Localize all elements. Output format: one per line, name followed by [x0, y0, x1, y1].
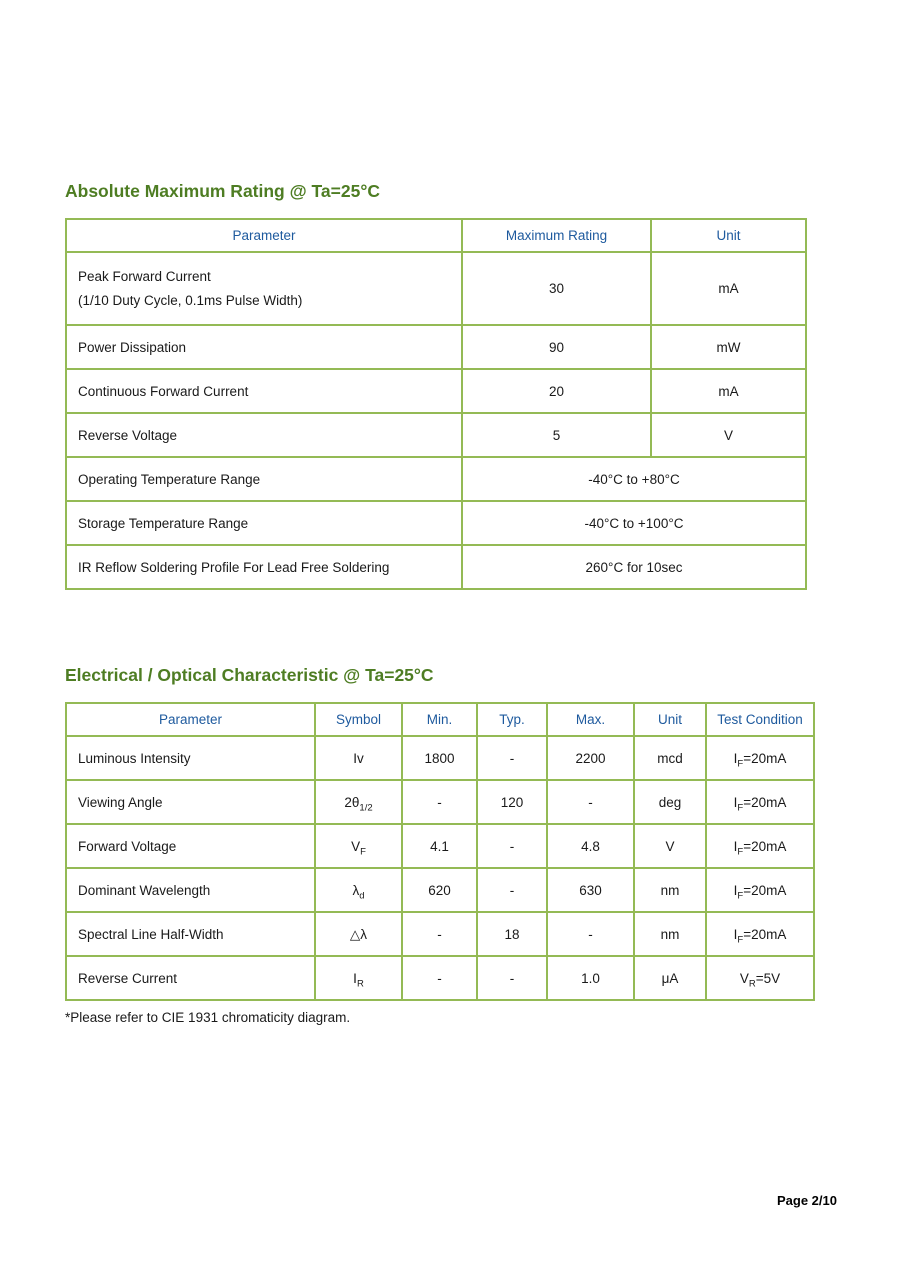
unit-cell: V — [634, 824, 706, 868]
test-condition-cell — [706, 824, 814, 868]
condition-base: I — [733, 838, 738, 854]
section-title-absolute-maximum-rating: Absolute Maximum Rating @ Ta=25°C — [65, 181, 380, 201]
unit-cell: mA — [651, 252, 806, 325]
symbol-cell — [315, 912, 402, 956]
parameter-cell: Power Dissipation — [66, 325, 462, 369]
parameter-cell: Dominant Wavelength — [66, 868, 315, 912]
column-header-max: Max. — [547, 703, 634, 736]
unit-cell: μA — [634, 956, 706, 1000]
rating-cell: 30 — [462, 252, 651, 325]
table-row — [66, 956, 814, 1000]
table-row — [66, 868, 814, 912]
symbol-cell — [315, 736, 402, 780]
condition-rest: =20mA — [743, 838, 787, 854]
typ-cell: 18 — [477, 912, 547, 956]
typ-cell: - — [477, 956, 547, 1000]
table-row — [66, 369, 806, 413]
parameter-cell: Reverse Voltage — [66, 413, 462, 457]
condition-rest: =20mA — [743, 882, 787, 898]
test-condition-cell — [706, 956, 814, 1000]
test-condition-cell — [706, 780, 814, 824]
unit-cell: nm — [634, 912, 706, 956]
symbol-cell — [315, 824, 402, 868]
condition-subscript: F — [737, 758, 744, 770]
column-header-symbol: Symbol — [315, 703, 402, 736]
typ-cell: - — [477, 824, 547, 868]
table-header-row — [66, 219, 806, 252]
column-header-test-condition: Test Condition — [706, 703, 814, 736]
column-header-min: Min. — [402, 703, 477, 736]
parameter-cell: Continuous Forward Current — [66, 369, 462, 413]
test-condition-cell — [706, 868, 814, 912]
condition-subscript: F — [737, 934, 744, 946]
absolute-maximum-rating-table — [65, 218, 807, 590]
symbol-base: I — [353, 970, 357, 986]
merged-value-cell: -40°C to +80°C — [462, 457, 806, 501]
min-cell: - — [402, 912, 477, 956]
min-cell: 1800 — [402, 736, 477, 780]
table-header-row — [66, 703, 814, 736]
merged-value-cell: 260°C for 10sec — [462, 545, 806, 589]
page-number: Page 2/10 — [777, 1193, 837, 1208]
symbol-subscript: F — [360, 846, 366, 858]
section-title-electrical-optical-characteristic: Electrical / Optical Characteristic @ Ta=25°C — [65, 665, 434, 685]
symbol-subscript: R — [356, 978, 364, 990]
column-header-parameter: Parameter — [66, 219, 462, 252]
condition-base: I — [733, 794, 738, 810]
test-condition-cell — [706, 912, 814, 956]
min-cell: 620 — [402, 868, 477, 912]
parameter-cell: Reverse Current — [66, 956, 315, 1000]
condition-rest: =20mA — [743, 794, 787, 810]
symbol-subscript: 1/2 — [359, 802, 373, 814]
symbol-cell — [315, 868, 402, 912]
rating-cell: 90 — [462, 325, 651, 369]
condition-base: I — [733, 882, 738, 898]
condition-subscript: F — [737, 890, 744, 902]
electrical-optical-characteristic-table — [65, 702, 815, 1001]
max-cell: - — [547, 780, 634, 824]
page-content — [65, 181, 803, 1025]
condition-base: V — [739, 970, 749, 986]
parameter-cell: IR Reflow Soldering Profile For Lead Free Soldering — [66, 545, 462, 589]
max-cell: 630 — [547, 868, 634, 912]
table-row — [66, 824, 814, 868]
column-header-typ: Typ. — [477, 703, 547, 736]
symbol-subscript: d — [359, 890, 365, 902]
unit-cell: nm — [634, 868, 706, 912]
typ-cell: 120 — [477, 780, 547, 824]
parameter-line: Peak Forward Current — [78, 268, 211, 284]
min-cell: 4.1 — [402, 824, 477, 868]
typ-cell: - — [477, 736, 547, 780]
symbol-base: △λ — [349, 926, 368, 942]
merged-value-cell: -40°C to +100°C — [462, 501, 806, 545]
parameter-cell: Spectral Line Half-Width — [66, 912, 315, 956]
table-row — [66, 736, 814, 780]
unit-cell: V — [651, 413, 806, 457]
column-header-parameter: Parameter — [66, 703, 315, 736]
max-cell: - — [547, 912, 634, 956]
rating-cell: 5 — [462, 413, 651, 457]
condition-rest: =20mA — [743, 750, 787, 766]
condition-rest: =5V — [755, 970, 781, 986]
symbol-cell — [315, 956, 402, 1000]
symbol-base: λ — [352, 882, 360, 898]
table-row — [66, 413, 806, 457]
parameter-cell: Forward Voltage — [66, 824, 315, 868]
parameter-cell: Luminous Intensity — [66, 736, 315, 780]
column-header-unit: Unit — [651, 219, 806, 252]
condition-base: I — [733, 750, 738, 766]
typ-cell: - — [477, 868, 547, 912]
parameter-cell: Operating Temperature Range — [66, 457, 462, 501]
table-row — [66, 252, 806, 325]
symbol-base: Iv — [353, 750, 364, 766]
condition-base: I — [733, 926, 738, 942]
rating-cell: 20 — [462, 369, 651, 413]
min-cell: - — [402, 956, 477, 1000]
max-cell: 2200 — [547, 736, 634, 780]
unit-cell: mA — [651, 369, 806, 413]
parameter-line: (1/10 Duty Cycle, 0.1ms Pulse Width) — [78, 292, 303, 308]
parameter-cell: Storage Temperature Range — [66, 501, 462, 545]
min-cell: - — [402, 780, 477, 824]
max-cell: 4.8 — [547, 824, 634, 868]
table-row — [66, 325, 806, 369]
column-header-maximum-rating: Maximum Rating — [462, 219, 651, 252]
unit-cell: mcd — [634, 736, 706, 780]
symbol-cell — [315, 780, 402, 824]
table-row — [66, 780, 814, 824]
symbol-base: V — [351, 838, 361, 854]
condition-rest: =20mA — [743, 926, 787, 942]
max-cell: 1.0 — [547, 956, 634, 1000]
condition-subscript: R — [748, 978, 756, 990]
unit-cell: deg — [634, 780, 706, 824]
condition-subscript: F — [737, 846, 744, 858]
table-row — [66, 912, 814, 956]
table-row — [66, 501, 806, 545]
parameter-cell: Viewing Angle — [66, 780, 315, 824]
cie-footnote: *Please refer to CIE 1931 chromaticity diagram. — [65, 1010, 351, 1025]
column-header-unit: Unit — [634, 703, 706, 736]
parameter-cell — [66, 252, 462, 325]
symbol-base: 2θ — [344, 794, 360, 810]
unit-cell: mW — [651, 325, 806, 369]
test-condition-cell — [706, 736, 814, 780]
condition-subscript: F — [737, 802, 744, 814]
table-row — [66, 457, 806, 501]
table-row — [66, 545, 806, 589]
